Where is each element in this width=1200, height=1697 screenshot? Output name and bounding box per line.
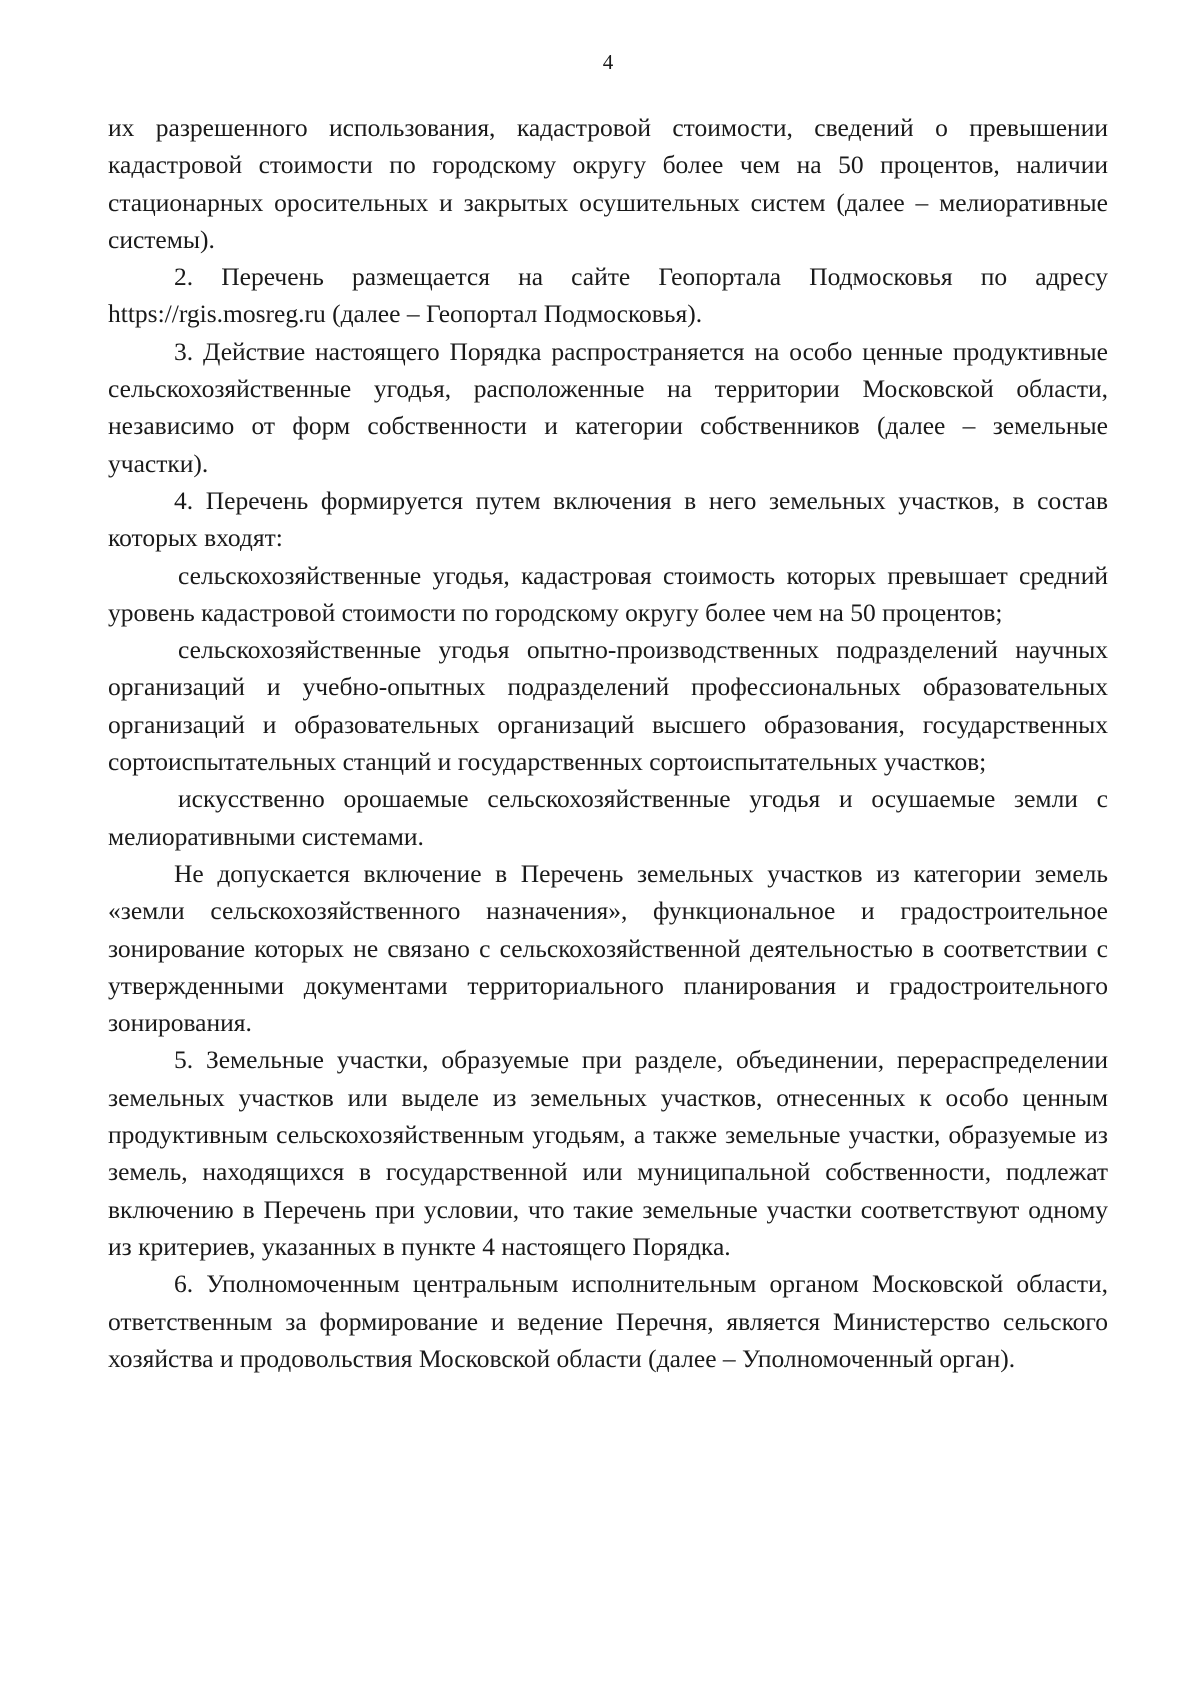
criterion-cadastral-value: сельскохозяйственные угодья, кадастровая стоимость которых превышает средний уровень кадастровой стоимости по городскому округу более чем на 50 процентов; — [108, 560, 1108, 627]
page-number: 4 — [602, 50, 614, 74]
paragraph-exclusion: Не допускается включение в Перечень земельных участков из категории земель «земли сельскохозяйственного назначения», функциональное и градостроительное зонирование которых не связано с сельскохозяйственной деятельностью в соответствии с утвержденными документами территориального планирования и градостроительного зонирования. — [108, 858, 1108, 1038]
criterion-research-lands: сельскохозяйственные угодья опытно-производственных подразделений научных организаций и учебно-опытных подразделений профессиональных образовательных организаций и образовательных организаций высшего образования, государственных сортоиспытательных станций и государственных сортоиспытательных участков; — [108, 635, 1108, 777]
criterion-irrigated-lands: искусственно орошаемые сельскохозяйственные угодья и осушаемые земли с мелиоративными системами. — [108, 784, 1108, 851]
paragraph-item-5: 5. Земельные участки, образуемые при разделе, объединении, перераспределении земельных участков или выделе из земельных участков, отнесенных к особо ценным продуктивным сельскохозяйственным угодьям, а также земельные участки, образуемые из земель, находящихся в государственной или муниципальной собственности, подлежат включению в Перечень при условии, что такие земельные участки соответствуют одному из критериев, указанных в пункте 4 настоящего Порядка. — [108, 1045, 1108, 1261]
paragraph-item-6: 6. Уполномоченным центральным исполнительным органом Московской области, ответственным за формирование и ведение Перечня, является Министерство сельского хозяйства и продовольствия Московской области (далее – Уполномоченный орган). — [108, 1269, 1108, 1373]
paragraph-item-2: 2. Перечень размещается на сайте Геопортала Подмосковья по адресу https://rgis.mosreg.ru (далее – Геопортал Подмосковья). — [108, 262, 1108, 329]
paragraph-item-3: 3. Действие настоящего Порядка распространяется на особо ценные продуктивные сельскохозяйственные угодья, расположенные на территории Московской области, независимо от форм собственности и категории собственников (далее – земельные участки). — [108, 336, 1108, 478]
paragraph-item-4: 4. Перечень формируется путем включения в него земельных участков, в состав которых входят: — [108, 485, 1108, 553]
paragraph-continuation: их разрешенного использования, кадастровой стоимости, сведений о превышении кадастровой стоимости по городскому округу более чем на 50 процентов, наличии стационарных оросительных и закрытых осушительных систем (далее – мелиоративные системы). — [108, 113, 1108, 254]
